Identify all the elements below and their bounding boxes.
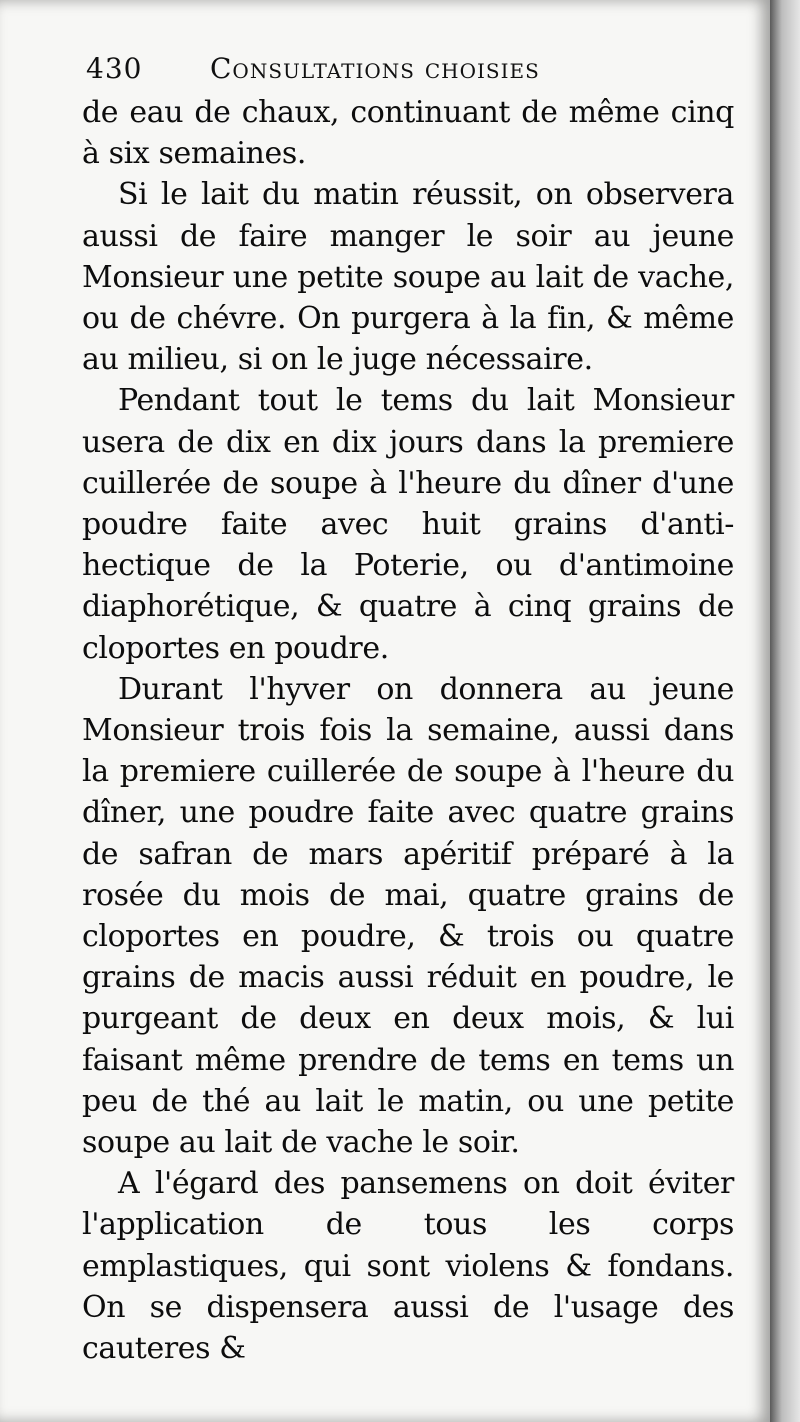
book-binding-edge	[770, 0, 800, 1422]
paragraph: Durant l'hyver on donnera au jeune Monsieur trois fois la semaine, aussi dans la premiere cuillerée de soupe à l'heure du dîner, une poudre faite avec quatre grains de safran de mars apéritif préparé à la rosée du mois de mai, quatre grains de cloportes en poudre, & trois ou quatre grains de macis aussi réduit en poudre, le purgeant de deux en deux mois, & lui faisant même prendre de tems en tems un peu de thé au lait le matin, ou une petite soupe au lait de vache le soir.	[82, 671, 734, 1161]
body-text	[82, 92, 734, 1369]
page-header	[86, 52, 726, 92]
paragraph: Pendant tout le tems du lait Monsieur usera de dix en dix jours dans la premiere cuillerée de soupe à l'heure du dîner d'une poudre faite avec huit grains d'anti-hectique de la Poterie, ou d'antimoine diaphorétique, & quatre à cinq grains de cloportes en poudre.	[82, 383, 734, 666]
page-number: 430	[86, 52, 143, 85]
paragraph-continued: de eau de chaux, continuant de même cinq à six semaines.	[82, 95, 734, 172]
paragraph: A l'égard des pansemens on doit éviter l'application de tous les corps emplastiques, qui sont violens & fondans. On se dispensera aussi de l'usage des cauteres &	[82, 1166, 734, 1367]
running-title: Consultations choisies	[210, 52, 540, 85]
paragraph: Si le lait du matin réussit, on observera aussi de faire manger le soir au jeune Monsieur une petite soupe au lait de vache, ou de chévre. On purgera à la fin, & même au milieu, si on le juge nécessaire.	[82, 177, 734, 378]
